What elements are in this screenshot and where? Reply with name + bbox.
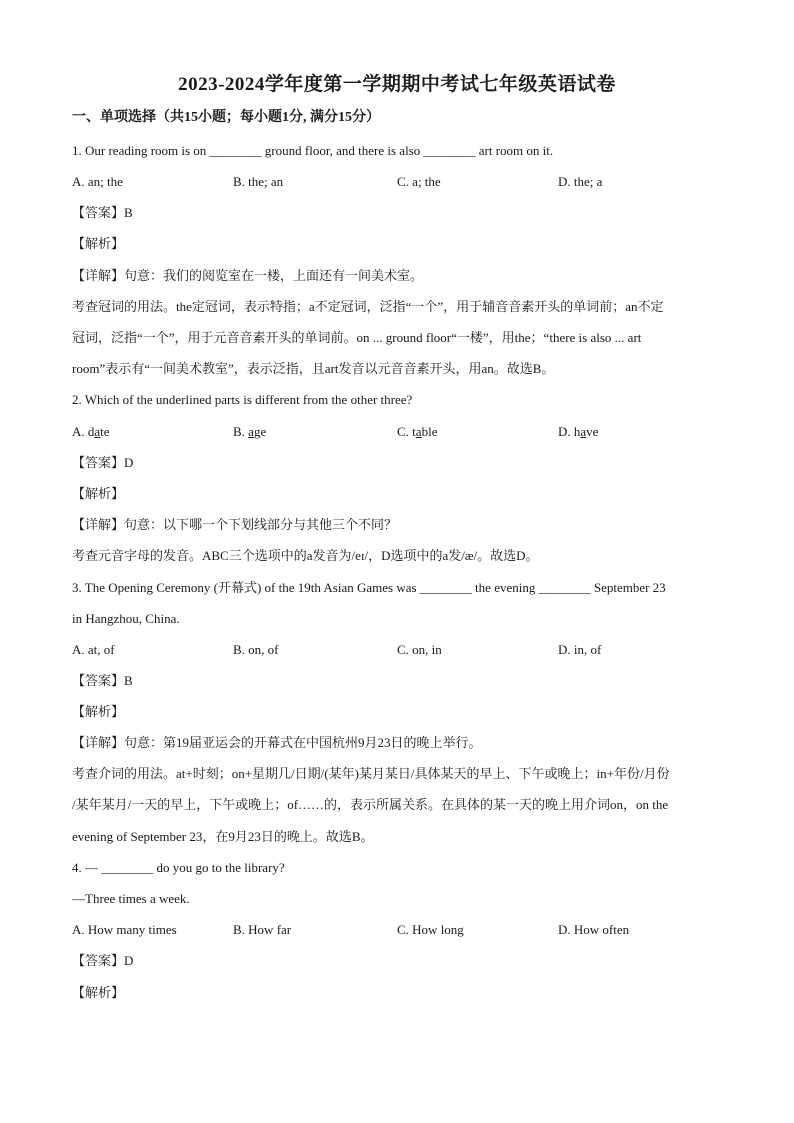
answer-value: B (124, 673, 133, 688)
question-2-explanation-line: 考查元音字母的发音。ABC三个选项中的a发音为/eɪ/，D选项中的a发/æ/。故选D。 (72, 548, 539, 563)
section-heading: 一、单项选择（共15小题；每小题1分, 满分15分） (72, 110, 380, 125)
answer-label: 【答案】 (72, 673, 125, 688)
question-1-answer (72, 204, 722, 222)
detail-label: 【详解】 (72, 268, 125, 283)
question-1-explanation-line: room”表示有“一间美术教室”，表示泛指，且art发音以元音音素开头，用an。故选B。 (72, 361, 555, 376)
question-1-options (72, 173, 732, 191)
question-3-stem: 3. The Opening Ceremony (开幕式) of the 19th Asian Games was ________ the evening ________ September 23 (72, 580, 666, 595)
option-c[interactable]: C. a; the (397, 174, 441, 189)
question-2-detail (72, 516, 722, 534)
question-3-answer (72, 672, 722, 690)
answer-value: D (124, 953, 134, 968)
question-3-explanation-line: evening of September 23，在9月23日的晚上。故选B。 (72, 829, 374, 844)
option-d[interactable]: D. the; a (558, 174, 603, 189)
underlined-letter: a (248, 424, 254, 439)
option-b[interactable]: B. the; an (233, 174, 284, 189)
question-3-options (72, 641, 732, 659)
answer-value: B (124, 205, 133, 220)
option-c[interactable]: C. on, in (397, 642, 442, 657)
detail-text: 句意：以下哪一个下划线部分与其他三个不同？ (124, 517, 398, 532)
question-4-analysis-label: 【解析】 (72, 985, 125, 1000)
question-2-answer (72, 454, 722, 472)
answer-value: D (124, 455, 134, 470)
detail-label: 【详解】 (72, 735, 125, 750)
option-c[interactable]: C. table (397, 424, 438, 439)
option-a[interactable]: A. How many times (72, 922, 177, 937)
option-d[interactable]: D. in, of (558, 642, 602, 657)
question-3-explanation-line: 考查介词的用法。at+时刻；on+星期几/日期/(某年)某月某日/具体某天的早上、下午或晚上；in+年份/月份 (72, 766, 670, 781)
question-1-detail (72, 267, 722, 285)
answer-label: 【答案】 (72, 455, 125, 470)
option-b[interactable]: B. on, of (233, 642, 279, 657)
question-1-stem: 1. Our reading room is on ________ ground floor, and there is also ________ art room on it. (72, 143, 554, 158)
underlined-letter: a (580, 424, 587, 439)
question-1-explanation-line: 冠词，泛指“一个”，用于元音音素开头的单词前。on ... ground floor“一楼”，用the；“there is also ... art (72, 330, 642, 345)
question-3-stem-cont: in Hangzhou, China. (72, 611, 180, 626)
question-3-explanation-line: /某年某月/一天的早上，下午或晚上；of……的，表示所属关系。在具体的某一天的晚上用介词on，on the (72, 797, 669, 812)
option-a[interactable]: A. at, of (72, 642, 115, 657)
option-c[interactable]: C. How long (397, 922, 464, 937)
question-4-response: —Three times a week. (72, 891, 190, 906)
question-4-stem: 4. — ________ do you go to the library? (72, 860, 285, 875)
answer-label: 【答案】 (72, 205, 125, 220)
page-title: 2023-2024学年度第一学期期中考试七年级英语试卷 (178, 74, 616, 95)
question-2-analysis-label: 【解析】 (72, 486, 125, 501)
question-4-options (72, 921, 732, 939)
question-3-analysis-label: 【解析】 (72, 704, 125, 719)
underlined-letter: a (415, 424, 422, 439)
underlined-letter: a (94, 424, 101, 439)
option-d[interactable]: D. have (558, 424, 599, 439)
detail-text: 句意：我们的阅览室在一楼，上面还有一间美术室。 (124, 268, 424, 283)
question-2-stem: 2. Which of the underlined parts is different from the other three? (72, 392, 413, 407)
question-1-explanation-line: 考查冠词的用法。the定冠词，表示特指；a不定冠词，泛指“一个”，用于辅音音素开头的单词前；an不定 (72, 299, 664, 314)
option-d[interactable]: D. How often (558, 922, 630, 937)
option-a[interactable]: A. an; the (72, 174, 123, 189)
question-2-options (72, 423, 732, 441)
option-b[interactable]: B. How far (233, 922, 292, 937)
detail-label: 【详解】 (72, 517, 125, 532)
question-3-detail (72, 734, 722, 752)
question-1-analysis-label: 【解析】 (72, 236, 125, 251)
answer-label: 【答案】 (72, 953, 125, 968)
question-4-answer (72, 952, 722, 970)
detail-text: 句意：第19届亚运会的开幕式在中国杭州9月23日的晚上举行。 (124, 735, 482, 750)
option-a[interactable]: A. date (72, 424, 110, 439)
option-b[interactable]: B. age (233, 424, 267, 439)
